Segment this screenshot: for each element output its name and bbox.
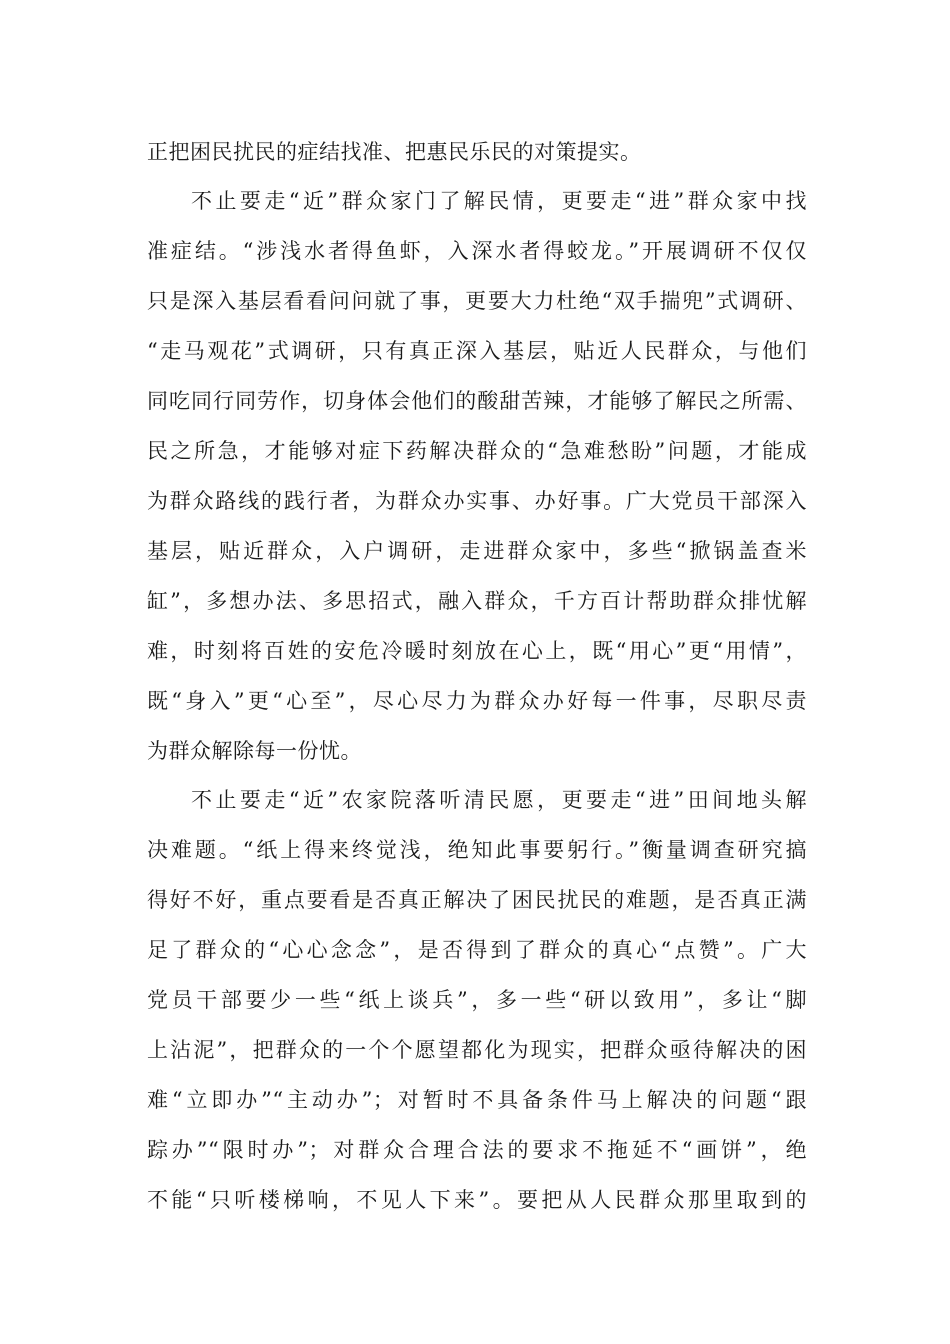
text-line: 上沾泥”，把群众的一个个愿望都化为现实，把群众亟待解决的困 bbox=[147, 1038, 807, 1062]
text-line: 难，时刻将百姓的安危冷暖时刻放在心上，既“用心”更“用情”， bbox=[147, 639, 807, 663]
text-line: 党员干部要少一些“纸上谈兵”，多一些“研以致用”，多让“脚 bbox=[147, 988, 807, 1012]
paragraph-first-line: 不止要走“近”群众家门了解民情，更要走“进”群众家中找 bbox=[191, 189, 807, 213]
text-line: 正把困民扰民的症结找准、把惠民乐民的对策提实。 bbox=[147, 140, 642, 164]
text-line: 民之所急，才能够对症下药解决群众的“急难愁盼”问题，才能成 bbox=[147, 439, 807, 463]
text-line: 既“身入”更“心至”，尽心尽力为群众办好每一件事，尽职尽责 bbox=[147, 689, 807, 713]
text-line: 足了群众的“心心念念”，是否得到了群众的真心“点赞”。广大 bbox=[147, 938, 807, 962]
text-line: 难“立即办”“主动办”；对暂时不具备条件马上解决的问题“跟 bbox=[147, 1088, 807, 1112]
text-line: 同吃同行同劳作，切身体会他们的酸甜苦辣，才能够了解民之所需、 bbox=[147, 389, 807, 413]
text-line: 踪办”“限时办”；对群众合理合法的要求不拖延不“画饼”，绝 bbox=[147, 1138, 807, 1162]
text-line: 得好不好，重点要看是否真正解决了困民扰民的难题，是否真正满 bbox=[147, 888, 807, 912]
text-line: 基层，贴近群众，入户调研，走进群众家中，多些“掀锅盖查米 bbox=[147, 539, 807, 563]
text-line: 不能“只听楼梯响，不见人下来”。要把从人民群众那里取到的 bbox=[147, 1188, 807, 1212]
text-line: “走马观花”式调研，只有真正深入基层，贴近人民群众，与他们 bbox=[147, 339, 807, 363]
paragraph-first-line: 不止要走“近”农家院落听清民愿，更要走“进”田间地头解 bbox=[191, 788, 807, 812]
text-line: 决难题。“纸上得来终觉浅，绝知此事要躬行。”衡量调查研究搞 bbox=[147, 838, 807, 862]
text-line: 准症结。“涉浅水者得鱼虾，入深水者得蛟龙。”开展调研不仅仅 bbox=[147, 239, 807, 263]
text-line: 只是深入基层看看问问就了事，更要大力杜绝“双手揣兜”式调研、 bbox=[147, 289, 807, 313]
text-line: 为群众路线的践行者，为群众办实事、办好事。广大党员干部深入 bbox=[147, 489, 807, 513]
text-line: 缸”，多想办法、多思招式，融入群众，千方百计帮助群众排忧解 bbox=[147, 589, 807, 613]
text-line: 为群众解除每一份忧。 bbox=[147, 739, 362, 763]
